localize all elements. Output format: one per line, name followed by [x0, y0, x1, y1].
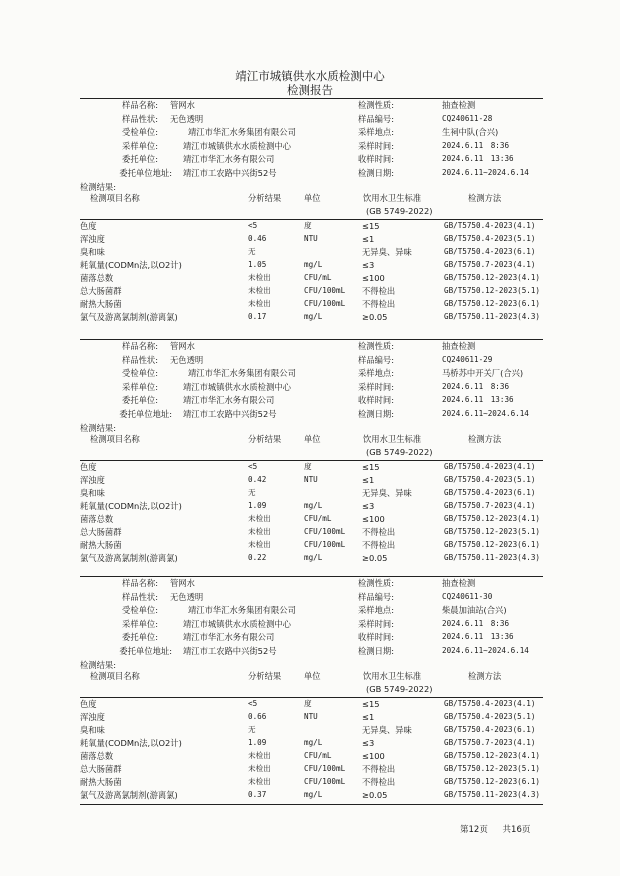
cell-standard: 不得检出 [362, 286, 396, 297]
cell-standard: 不得检出 [362, 764, 396, 775]
value-sample-name: 管网水 [170, 100, 195, 110]
col-header-item: 检测项目名称 [90, 192, 140, 203]
label-commission-unit: 委托单位: [122, 632, 158, 643]
label-test-date: 检测日期: [358, 646, 394, 656]
cell-item: 耗氧量(CODMn法,以O2计) [80, 500, 182, 511]
cell-item: 色度 [80, 698, 97, 709]
cell-standard: 无异臭、异味 [362, 724, 412, 735]
cell-item: 臭和味 [80, 724, 105, 735]
results-label: 检测结果: [80, 659, 116, 670]
label-sample-name: 样品名称: [122, 341, 158, 351]
value-client-unit: 靖江市华汇水务集团有限公司 [188, 127, 296, 138]
cell-item: 总大肠菌群 [80, 764, 122, 775]
cell-method: GB/T5750.7-2023(4.1) [444, 259, 536, 269]
value-sample-props: 无色透明 [170, 354, 204, 365]
cell-method: GB/T5750.12-2023(4.1) [444, 273, 541, 282]
page-footer [460, 823, 542, 835]
cell-standard: ≤3 [362, 259, 375, 270]
cell-result: 无 [248, 724, 256, 734]
cell-result: 0.42 [248, 474, 267, 484]
cell-result: 未检出 [248, 514, 271, 523]
value-test-nature: 抽查检测 [442, 100, 476, 110]
value-sampling-site: 柴晨加油站(合兴) [442, 605, 507, 616]
col-header-standard: 饮用水卫生标准 [363, 670, 422, 681]
cell-method: GB/T5750.4-2023(6.1) [444, 487, 536, 497]
value-client-unit: 靖江市华汇水务集团有限公司 [188, 605, 296, 616]
cell-item: 色度 [80, 220, 97, 231]
cell-standard: ≥0.05 [362, 312, 388, 323]
cell-unit: 度 [304, 220, 312, 230]
cell-result: 0.22 [248, 553, 267, 563]
value-test-date: 2024.6.11~2024.6.14 [442, 409, 529, 418]
cell-unit: 度 [304, 698, 312, 708]
cell-standard: ≤15 [362, 220, 380, 231]
value-commission-unit: 靖江市华汇水务有限公司 [183, 154, 275, 165]
label-sample-no: 样品编号: [358, 113, 394, 124]
cell-standard: ≤100 [362, 273, 385, 283]
label-sample-no: 样品编号: [358, 354, 394, 365]
label-sampling-site: 采样地点: [358, 605, 394, 616]
value-sampling-time: 2024.6.11 8:36 [442, 140, 510, 150]
col-header-method: 检测方法 [468, 433, 502, 444]
value-sample-props: 无色透明 [170, 591, 204, 602]
value-commission-unit: 靖江市华汇水务有限公司 [183, 395, 275, 406]
cell-item: 浑浊度 [80, 233, 105, 244]
cell-method: GB/T5750.11-2023(4.3) [444, 790, 541, 800]
cell-result: 0.66 [248, 711, 267, 721]
value-sampling-time: 2024.6.11 8:36 [442, 381, 510, 391]
cell-method: GB/T5750.4-2023(5.1) [444, 474, 536, 484]
label-test-date: 检测日期: [358, 168, 394, 178]
label-client-unit: 受检单位: [122, 605, 158, 616]
col-header-item: 检测项目名称 [90, 433, 140, 444]
col-header-unit: 单位 [304, 670, 321, 681]
cell-standard: ≤1 [362, 474, 375, 485]
value-sample-no: CQ240611-30 [442, 591, 493, 601]
cell-standard: ≤3 [362, 737, 375, 748]
cell-standard: ≤3 [362, 500, 375, 511]
cell-unit: NTU [304, 711, 318, 721]
col-header-standard-code: (GB 5749-2022) [366, 446, 433, 457]
label-sampling-time: 采样时间: [358, 381, 394, 392]
col-header-standard: 饮用水卫生标准 [363, 433, 422, 444]
value-test-nature: 抽查检测 [442, 578, 476, 588]
cell-method: GB/T5750.12-2023(6.1) [444, 540, 541, 550]
cell-method: GB/T5750.4-2023(5.1) [444, 711, 536, 721]
cell-item: 色度 [80, 461, 97, 472]
label-received-time: 收样时间: [358, 154, 394, 165]
col-header-standard-code: (GB 5749-2022) [366, 205, 433, 216]
cell-unit: CFU/100mL [304, 527, 346, 537]
value-test-nature: 抽查检测 [442, 341, 476, 351]
label-sampling-unit: 采样单位: [122, 618, 158, 629]
cell-item: 总大肠菌群 [80, 286, 122, 297]
cell-result: 0.46 [248, 233, 267, 243]
value-client-unit: 靖江市华汇水务集团有限公司 [188, 368, 296, 379]
label-sample-props: 样品性状: [122, 591, 158, 602]
cell-unit: NTU [304, 233, 318, 243]
value-sample-props: 无色透明 [170, 113, 204, 124]
label-sampling-unit: 采样单位: [122, 381, 158, 392]
value-test-date: 2024.6.11~2024.6.14 [442, 168, 529, 177]
cell-item: 耐热大肠菌 [80, 299, 122, 310]
cell-item: 菌落总数 [80, 514, 114, 524]
cell-result: 未检出 [248, 751, 271, 760]
cell-unit: CFU/100mL [304, 777, 346, 787]
cell-unit: CFU/mL [304, 514, 332, 523]
col-header-method: 检测方法 [468, 192, 502, 203]
cell-standard: ≤1 [362, 233, 375, 244]
cell-unit: mg/L [304, 500, 323, 510]
col-header-result: 分析结果 [248, 192, 282, 203]
label-sampling-site: 采样地点: [358, 127, 394, 138]
cell-unit: CFU/100mL [304, 764, 346, 774]
cell-method: GB/T5750.12-2023(5.1) [444, 286, 541, 296]
value-test-date: 2024.6.11~2024.6.14 [442, 646, 529, 655]
cell-result: <5 [248, 461, 258, 471]
label-client-unit: 受检单位: [122, 127, 158, 138]
cell-method: GB/T5750.7-2023(4.1) [444, 737, 536, 747]
cell-result: <5 [248, 220, 258, 230]
cell-method: GB/T5750.4-2023(4.1) [444, 461, 536, 471]
label-commission-address: 委托单位地址: [119, 646, 172, 656]
label-sampling-unit: 采样单位: [122, 140, 158, 151]
cell-unit: CFU/100mL [304, 286, 346, 296]
cell-standard: ≤1 [362, 711, 375, 722]
cell-method: GB/T5750.12-2023(6.1) [444, 777, 541, 787]
results-label: 检测结果: [80, 422, 116, 433]
cell-item: 氯气及游离氯制剂(游离氯) [80, 790, 178, 801]
label-sample-no: 样品编号: [358, 591, 394, 602]
cell-item: 浑浊度 [80, 711, 105, 722]
cell-method: GB/T5750.11-2023(4.3) [444, 553, 541, 563]
cell-method: GB/T5750.4-2023(4.1) [444, 220, 536, 230]
cell-item: 氯气及游离氯制剂(游离氯) [80, 312, 178, 323]
cell-standard: ≤15 [362, 698, 380, 709]
label-commission-unit: 委托单位: [122, 395, 158, 406]
cell-unit: 度 [304, 461, 312, 471]
col-header-item: 检测项目名称 [90, 670, 140, 681]
label-sampling-time: 采样时间: [358, 140, 394, 151]
cell-standard: 不得检出 [362, 540, 396, 551]
label-commission-address: 委托单位地址: [119, 409, 172, 419]
col-header-result: 分析结果 [248, 433, 282, 444]
cell-item: 耐热大肠菌 [80, 777, 122, 788]
page-number: 第12页 [460, 825, 488, 835]
cell-standard: ≤100 [362, 514, 385, 524]
value-sampling-unit: 靖江市城镇供水水质检测中心 [183, 381, 291, 392]
cell-result: 未检出 [248, 540, 271, 550]
label-sampling-site: 采样地点: [358, 368, 394, 379]
cell-standard: 不得检出 [362, 299, 396, 310]
label-received-time: 收样时间: [358, 395, 394, 406]
value-received-time: 2024.6.11 13:36 [442, 154, 514, 164]
cell-result: 0.37 [248, 790, 267, 800]
value-commission-address: 靖江市工农路中兴街52号 [183, 409, 277, 419]
col-header-unit: 单位 [304, 433, 321, 444]
label-sample-props: 样品性状: [122, 354, 158, 365]
cell-result: 无 [248, 246, 256, 256]
cell-method: GB/T5750.7-2023(4.1) [444, 500, 536, 510]
value-sampling-site: 马桥苏中开关厂(合兴) [442, 368, 524, 379]
value-received-time: 2024.6.11 13:36 [442, 395, 514, 405]
value-received-time: 2024.6.11 13:36 [442, 632, 514, 642]
cell-method: GB/T5750.12-2023(4.1) [444, 514, 541, 523]
cell-item: 菌落总数 [80, 751, 114, 761]
cell-method: GB/T5750.12-2023(4.1) [444, 751, 541, 760]
label-commission-unit: 委托单位: [122, 154, 158, 165]
divider-line [80, 804, 543, 805]
label-sample-name: 样品名称: [122, 578, 158, 588]
col-header-unit: 单位 [304, 192, 321, 203]
cell-method: GB/T5750.4-2023(5.1) [444, 233, 536, 243]
cell-result: 未检出 [248, 764, 271, 774]
cell-result: 未检出 [248, 286, 271, 296]
cell-item: 总大肠菌群 [80, 527, 122, 538]
cell-unit: mg/L [304, 312, 323, 322]
cell-item: 耗氧量(CODMn法,以O2计) [80, 737, 182, 748]
cell-method: GB/T5750.11-2023(4.3) [444, 312, 541, 322]
value-sampling-unit: 靖江市城镇供水水质检测中心 [183, 140, 291, 151]
cell-standard: ≥0.05 [362, 790, 388, 801]
cell-method: GB/T5750.12-2023(6.1) [444, 299, 541, 309]
col-header-standard: 饮用水卫生标准 [363, 192, 422, 203]
value-sample-name: 管网水 [170, 341, 195, 351]
cell-unit: mg/L [304, 553, 323, 563]
report-title: 检测报告 [287, 83, 333, 97]
cell-standard: ≤100 [362, 751, 385, 761]
cell-result: 1.09 [248, 500, 267, 510]
cell-item: 耐热大肠菌 [80, 540, 122, 551]
label-test-nature: 检测性质: [358, 578, 394, 588]
cell-item: 菌落总数 [80, 273, 114, 283]
value-sample-name: 管网水 [170, 578, 195, 588]
cell-item: 臭和味 [80, 246, 105, 257]
cell-unit: CFU/mL [304, 273, 332, 282]
page-total: 共16页 [502, 825, 531, 835]
cell-unit: CFU/100mL [304, 299, 346, 309]
cell-standard: 不得检出 [362, 777, 396, 788]
value-commission-address: 靖江市工农路中兴街52号 [183, 168, 277, 178]
cell-result: 未检出 [248, 299, 271, 309]
value-sample-no: CQ240611-29 [442, 354, 493, 364]
cell-unit: mg/L [304, 259, 323, 269]
label-sample-props: 样品性状: [122, 113, 158, 124]
cell-unit: CFU/mL [304, 751, 332, 760]
col-header-result: 分析结果 [248, 670, 282, 681]
col-header-standard-code: (GB 5749-2022) [366, 683, 433, 694]
cell-result: 未检出 [248, 527, 271, 537]
cell-method: GB/T5750.4-2023(4.1) [444, 698, 536, 708]
cell-standard: ≥0.05 [362, 553, 388, 564]
label-client-unit: 受检单位: [122, 368, 158, 379]
label-test-nature: 检测性质: [358, 341, 394, 351]
label-test-date: 检测日期: [358, 409, 394, 419]
cell-item: 氯气及游离氯制剂(游离氯) [80, 553, 178, 564]
results-label: 检测结果: [80, 181, 116, 192]
value-commission-address: 靖江市工农路中兴街52号 [183, 646, 277, 656]
col-header-method: 检测方法 [468, 670, 502, 681]
label-commission-address: 委托单位地址: [119, 168, 172, 178]
value-sampling-unit: 靖江市城镇供水水质检测中心 [183, 618, 291, 629]
value-sampling-site: 生祠中队(合兴) [442, 127, 499, 138]
cell-method: GB/T5750.4-2023(6.1) [444, 246, 536, 256]
cell-unit: NTU [304, 474, 318, 484]
label-test-nature: 检测性质: [358, 100, 394, 110]
value-commission-unit: 靖江市华汇水务有限公司 [183, 632, 275, 643]
cell-item: 臭和味 [80, 487, 105, 498]
cell-result: 0.17 [248, 312, 267, 322]
cell-standard: 无异臭、异味 [362, 246, 412, 257]
cell-item: 浑浊度 [80, 474, 105, 485]
label-sample-name: 样品名称: [122, 100, 158, 110]
value-sampling-time: 2024.6.11 8:36 [442, 618, 510, 628]
cell-method: GB/T5750.12-2023(5.1) [444, 527, 541, 537]
cell-result: 1.05 [248, 259, 267, 269]
cell-result: 1.09 [248, 737, 267, 747]
cell-result: <5 [248, 698, 258, 708]
value-sample-no: CQ240611-28 [442, 113, 493, 123]
label-sampling-time: 采样时间: [358, 618, 394, 629]
org-title: 靖江市城镇供水水质检测中心 [235, 69, 385, 83]
cell-unit: mg/L [304, 790, 323, 800]
label-received-time: 收样时间: [358, 632, 394, 643]
cell-standard: 无异臭、异味 [362, 487, 412, 498]
cell-method: GB/T5750.12-2023(5.1) [444, 764, 541, 774]
cell-unit: mg/L [304, 737, 323, 747]
cell-result: 未检出 [248, 273, 271, 282]
cell-standard: 不得检出 [362, 527, 396, 538]
cell-item: 耗氧量(CODMn法,以O2计) [80, 259, 182, 270]
cell-standard: ≤15 [362, 461, 380, 472]
cell-unit: CFU/100mL [304, 540, 346, 550]
cell-result: 未检出 [248, 777, 271, 787]
cell-method: GB/T5750.4-2023(6.1) [444, 724, 536, 734]
cell-result: 无 [248, 487, 256, 497]
